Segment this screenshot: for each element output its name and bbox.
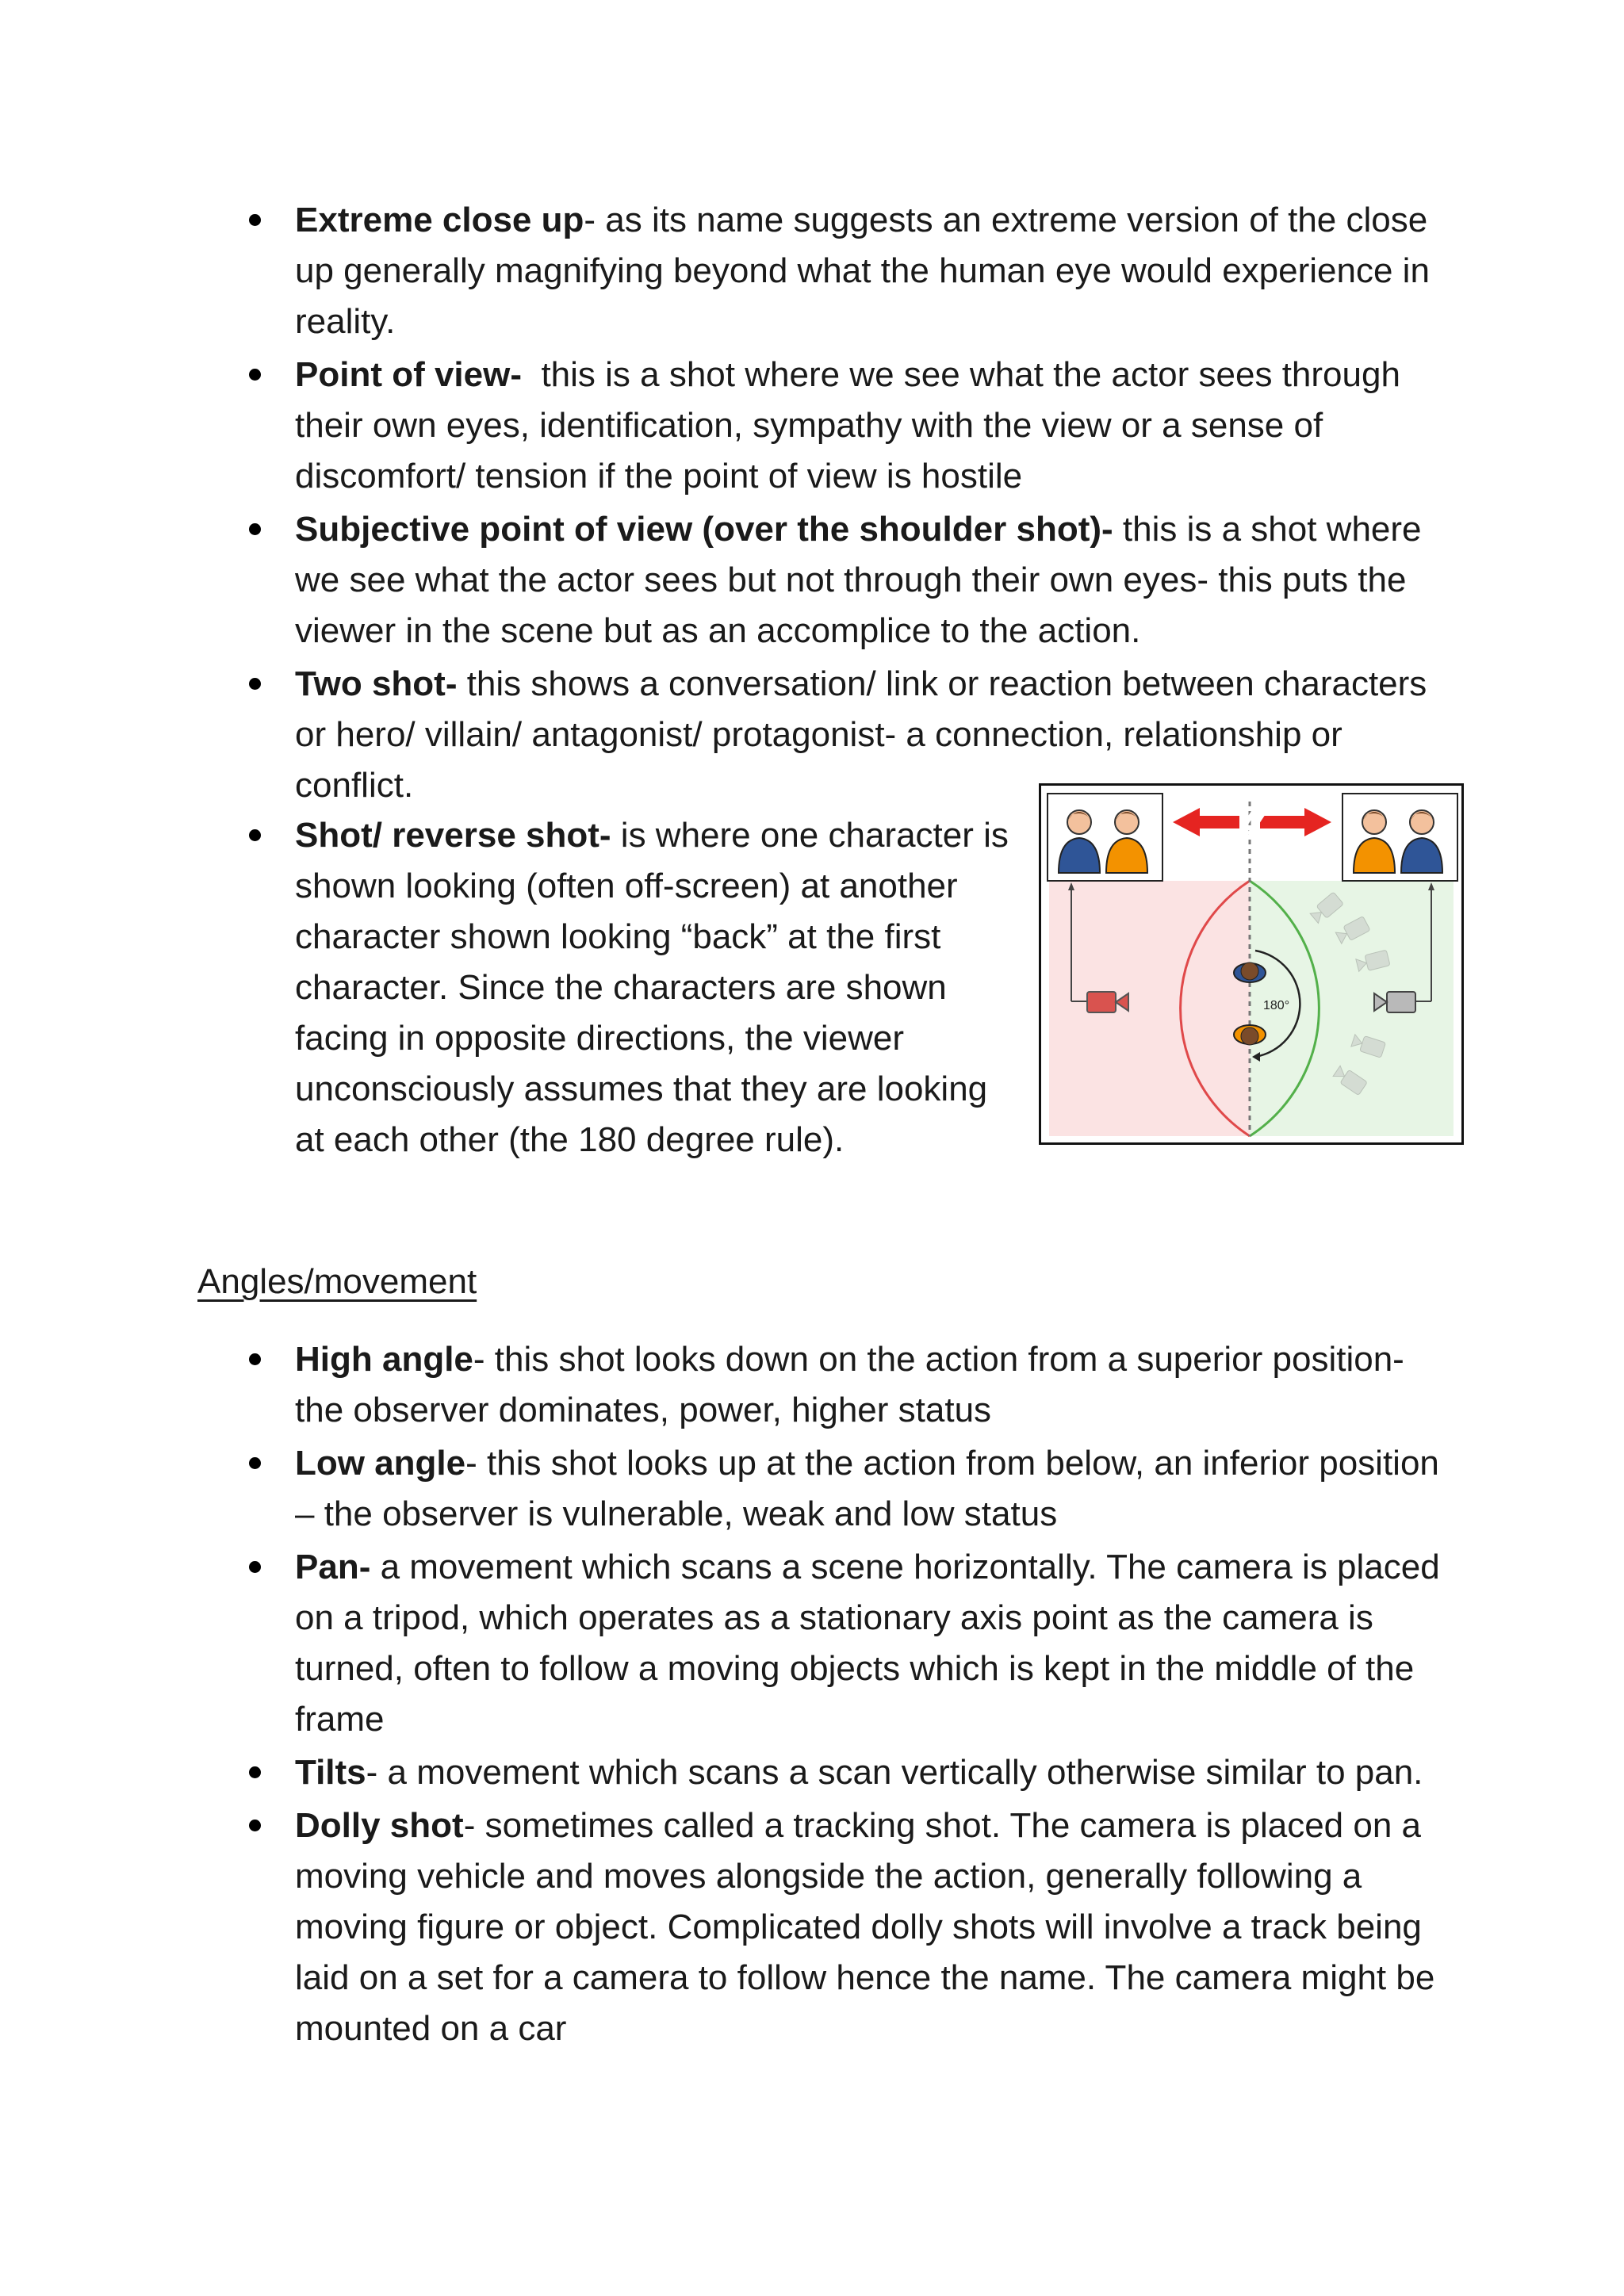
term: Dolly shot	[295, 1806, 464, 1845]
description: - sometimes called a tracking shot. The camera is placed on a moving vehicle and moves alongside the action, generally following a moving figure or object. Complicated dolly shots will involve a track being laid on a set for a camera to follow hence the name. The camera might be mounted on a car	[295, 1806, 1435, 2048]
description: - a movement which scans a scan vertically otherwise similar to pan.	[366, 1753, 1423, 1792]
section-heading: Angles/movement	[197, 1262, 477, 1301]
diagram-svg	[1041, 786, 1461, 1142]
180-degree-rule-diagram	[1039, 783, 1464, 1145]
list-item-shot-reverse-shot	[198, 810, 1023, 1165]
bullet	[249, 214, 261, 226]
description: - this shot looks up at the action from below, an inferior position – the observer is vulnerable, weak and low status	[295, 1444, 1439, 1533]
description: this shows a conversation/ link or reaction between characters or hero/ villain/ antagonist/ protagonist- a connection, relationship or conflict.	[295, 664, 1427, 805]
list-item-subjective-pov	[198, 504, 1451, 656]
term: Two shot-	[295, 664, 458, 703]
bullet	[249, 829, 261, 841]
bullet	[249, 369, 261, 381]
list-item-tilts	[198, 1747, 1451, 1798]
term: Shot/ reverse shot-	[295, 816, 611, 855]
shot-reverse-list	[198, 810, 1023, 1168]
person-top-view-icon	[1234, 962, 1266, 982]
red-zone	[1049, 881, 1250, 1136]
screen-left	[1048, 794, 1162, 881]
bullet	[249, 523, 261, 535]
bullet	[249, 1820, 261, 1831]
term: Tilts	[295, 1753, 366, 1792]
shot-types-list	[198, 195, 1451, 813]
bullet	[249, 1766, 261, 1778]
bullet	[249, 1561, 261, 1573]
term: Extreme close up	[295, 201, 584, 239]
angle-label: 180°	[1263, 999, 1290, 1012]
list-item-pan	[198, 1542, 1451, 1745]
term: Point of view-	[295, 355, 522, 394]
bullet	[249, 1353, 261, 1365]
bullet	[249, 1457, 261, 1469]
term: Pan-	[295, 1548, 371, 1586]
angles-movement-list	[198, 1334, 1451, 2057]
list-item-dolly-shot	[198, 1800, 1451, 2054]
description: - as its name suggests an extreme version of the close up generally magnifying beyond what the human eye would experience in reality.	[295, 201, 1430, 341]
description: this is a shot where we see what the actor sees but not through their own eyes- this puts the viewer in the scene but as an accomplice to the action.	[295, 510, 1422, 650]
description: is where one character is shown looking (often off-screen) at another character shown looking “back” at the first character. Since the characters are shown facing in opposite directions, the viewer unconsciously assumes that they are looking at each other (the 180 degree rule).	[295, 816, 1009, 1159]
term: High angle	[295, 1340, 473, 1379]
list-item-extreme-close-up	[198, 195, 1451, 347]
description: this is a shot where we see what the actor sees through their own eyes, identification, sympathy with the view or a sense of discomfort/ tension if the point of view is hostile	[295, 355, 1411, 496]
list-item-point-of-view	[198, 350, 1451, 502]
screen-right	[1342, 794, 1457, 881]
description: a movement which scans a scene horizontally. The camera is placed on a tripod, which operates as a stationary axis point as the camera is turned, often to follow a moving objects which is kept in the middle of the frame	[295, 1548, 1440, 1739]
person-top-view-icon	[1234, 1025, 1266, 1045]
bullet	[249, 678, 261, 690]
term: Low angle	[295, 1444, 466, 1483]
double-arrow-icon	[1173, 808, 1331, 836]
term: Subjective point of view (over the shoulder shot)-	[295, 510, 1113, 549]
list-item-high-angle	[198, 1334, 1451, 1436]
list-item-low-angle	[198, 1438, 1451, 1540]
description: - this shot looks down on the action from a superior position- the observer dominates, power, higher status	[295, 1340, 1404, 1429]
